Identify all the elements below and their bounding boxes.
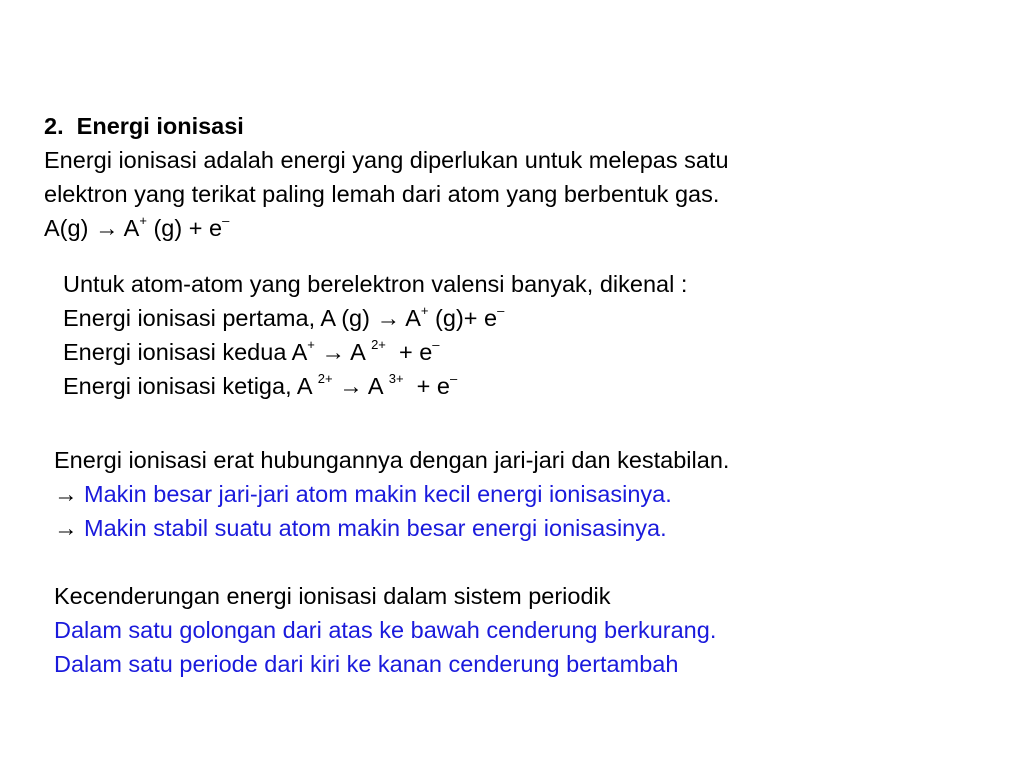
equation-product: A bbox=[123, 215, 140, 241]
electron-charge: – bbox=[497, 303, 505, 319]
equation-electron: (g) + e bbox=[153, 215, 223, 241]
electron-charge: – bbox=[222, 213, 230, 229]
arrow-right-icon: → bbox=[321, 339, 345, 365]
trend-block bbox=[54, 579, 716, 681]
arrow-right-icon: → bbox=[376, 305, 400, 331]
first-ionization-electron: (g)+ e bbox=[435, 305, 498, 331]
first-ionization bbox=[63, 301, 687, 335]
arrow-right-icon: → bbox=[94, 215, 119, 241]
multi-ionization-block bbox=[63, 267, 687, 403]
third-ionization bbox=[63, 369, 687, 403]
third-ionization-product: A bbox=[367, 373, 383, 399]
third-ionization-label: Energi ionisasi ketiga, A bbox=[63, 373, 312, 399]
definition-line-1: Energi ionisasi adalah energi yang diperlukan untuk melepas satu bbox=[44, 147, 729, 173]
first-ionization-product-charge: + bbox=[420, 303, 429, 319]
multi-intro: Untuk atom-atom yang berelektron valensi banyak, dikenal : bbox=[63, 271, 688, 297]
relation-point-1 bbox=[54, 477, 729, 511]
equation-reactant: A(g) bbox=[44, 215, 89, 241]
arrow-right-icon: → bbox=[54, 481, 78, 507]
section-number: 2. bbox=[44, 113, 64, 139]
third-ionization-product-charge: 3+ bbox=[388, 371, 404, 387]
second-ionization-label: Energi ionisasi kedua A bbox=[63, 339, 308, 365]
second-ionization-product: A bbox=[350, 339, 365, 365]
trend-group: Dalam satu golongan dari atas ke bawah cenderung berkurang. bbox=[54, 617, 717, 643]
relation-point-1-text: Makin besar jari-jari atom makin kecil energi ionisasinya. bbox=[84, 481, 672, 507]
third-ionization-reactant-charge: 2+ bbox=[317, 371, 333, 387]
first-ionization-product: A bbox=[405, 305, 421, 331]
first-ionization-label: Energi ionisasi pertama, A (g) bbox=[63, 305, 370, 331]
trend-title: Kecenderungan energi ionisasi dalam sistem periodik bbox=[54, 583, 611, 609]
second-ionization bbox=[63, 335, 687, 369]
definition-block bbox=[44, 109, 729, 245]
trend-period: Dalam satu periode dari kiri ke kanan cenderung bertambah bbox=[54, 651, 679, 677]
relation-point-2 bbox=[54, 511, 729, 545]
relation-intro: Energi ionisasi erat hubungannya dengan jari-jari dan kestabilan. bbox=[54, 447, 730, 473]
equation-product-charge: + bbox=[139, 213, 147, 229]
ionization-equation bbox=[44, 211, 729, 245]
arrow-right-icon: → bbox=[339, 373, 363, 399]
definition-line-2: elektron yang terikat paling lemah dari atom yang berbentuk gas. bbox=[44, 181, 720, 207]
relation-block bbox=[54, 443, 729, 545]
second-ionization-electron: + e bbox=[398, 339, 433, 365]
second-ionization-product-charge: 2+ bbox=[371, 337, 386, 353]
arrow-right-icon: → bbox=[54, 515, 78, 541]
section-heading bbox=[44, 109, 729, 143]
electron-charge: – bbox=[449, 371, 458, 387]
section-title: Energi ionisasi bbox=[76, 113, 244, 139]
electron-charge: – bbox=[432, 337, 440, 353]
relation-point-2-text: Makin stabil suatu atom makin besar energi ionisasinya. bbox=[84, 515, 667, 541]
second-ionization-reactant-charge: + bbox=[307, 337, 315, 353]
third-ionization-electron: + e bbox=[416, 373, 450, 399]
